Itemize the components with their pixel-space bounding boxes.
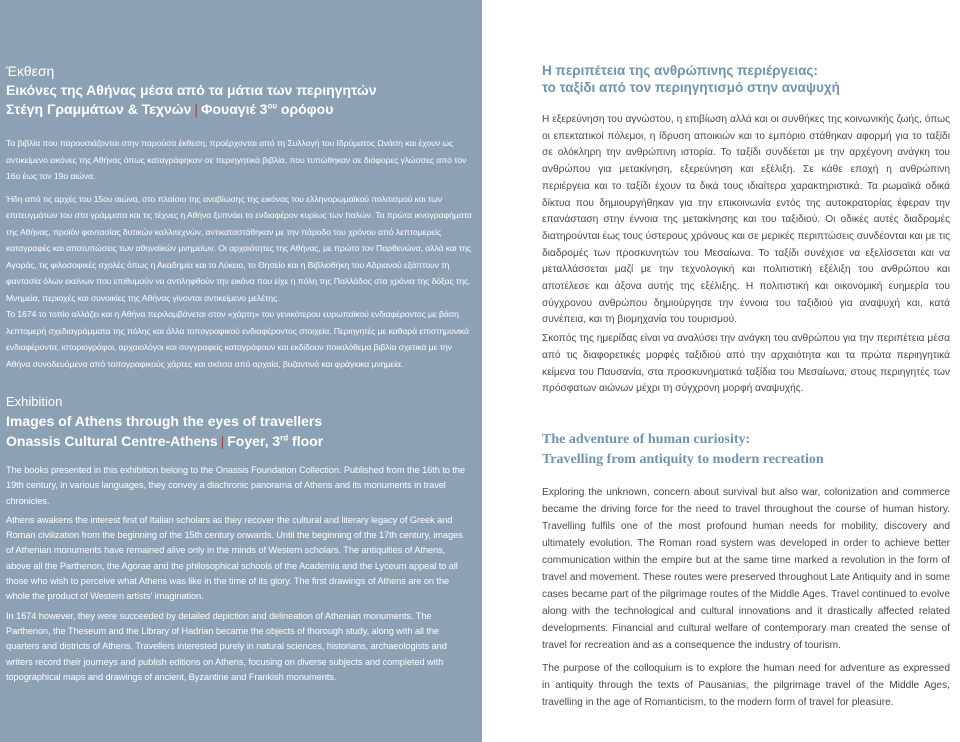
paragraph-en-2: Athens awakens the interest first of Italian scholars as they recover the cultural and literary legacy of Greek and Roman civilization from the beginning of the 15th century onwards. Until the beginning of the 17th century, images of Athenian monuments have remained alive only in the minds of Western scholars. The antiquities of Athens, above all the Parthenon, the Agorae and the philosophical schools of the Academia and the Lyceum appeal to all those who wish to perceive what Athens was like in the time of its glory. The first drawings of Athens are on the whole the product of Western artists’ imagination. (6, 514, 463, 602)
venue-place-en: Onassis Cultural Centre-Athens (6, 433, 218, 449)
right-panel (482, 0, 960, 742)
venue-floor-gr: Φουαγιέ $3^{o\upsilon}$ ορόφου (201, 101, 334, 117)
greek-exhibition-body (6, 135, 472, 372)
venue-separator-en: | (220, 433, 225, 449)
paragraph-gr-2: Ήδη από τις αρχές του 15ου αιώνα, στο πλαίσιο της αναβίωσης της εικόνας του ελληνορωμαϊκού πολιτισμού και των επιτευγμάτων του στα γράμματα και τις τέχνες η Αθήνα ξυπνάει το ενδιαφέρον κυρίως των Ιταλών. Τα πρώτα ικνογραφήματα της Αθήνας, προϊόν φαντασίας δυτικών καλλιτεχνών, αντικαταστάθηκαν με την πάροδο του χρόνου από λεπτομερείς καταγραφές και αποτυπώσεις των αθηναϊκών μνημείων. Οι αρχαιότητες της Αθήνας, με πρώτο τον Παρθενώνα, αλλά και της Αγοράς, τις φιλοσοφικές σχολές όπως η Ακαδημία και το Λύκειο, το Θησείο και η Βιβλιοθήκη του Αδριανού εξάπτουν τη φαντασία όλων εκείνων που επιθυμούν να αντιληφθούν την εικόνα που είχε η πόλη της Παλλάδος στα χρόνια της δόξας της. Μνημεία, περιοχές και συνοικίες της Αθήνας γίνονται αντικείμενο μελέτης. (6, 193, 472, 303)
venue-separator-gr: | (194, 101, 198, 117)
venue-place-gr: Στέγη Γραμμάτων & Τεχνών (6, 101, 192, 117)
colloquium-body-gr (542, 112, 950, 398)
english-exhibition-section (6, 392, 472, 685)
exhibition-venue-gr (6, 100, 472, 119)
heading-gr-line-2: το ταξίδι από τον περιηγητισμό στην αναψυχή (542, 80, 840, 95)
heading-en-line-1: The adventure of human curiosity: (542, 431, 751, 447)
english-exhibition-body (6, 463, 472, 685)
colloquium-paragraph-gr-2: Σκοπός της ημερίδας είναι να αναλύσει την ανάγκη του ανθρώπου για την περιπέτεια μέσα από τις διαφορετικές μορφές ταξιδιού από την αρχαιότητα και τα πρώτα περιηγητικά κείμενα του Παυσανία, στα προσκυνηματικά ταξίδια του Μεσαίωνα, στους περιηγητές των πρόσφατων αιώνων μέχρι τη σύγχρονη μορφή αναψυχής. (542, 333, 950, 395)
paragraph-en-3: In 1674 however, they were succeeded by detailed depiction and delineation of Athenian monuments. The Parthenon, the Theseum and the Library of Hadrian became the objects of thorough study, along with all the quarters and districts of Athens. Travellers interested purely in natural sciences, historians, archaeologists and writers record their journeys and publish editions on Athens, focusing on diverse subjects and completed with topographical maps and drawings of ancient, Byzantine and Frankish monuments. (6, 610, 447, 682)
heading-en-line-2: Travelling from antiquity to modern recreation (542, 451, 824, 467)
greek-exhibition-header (6, 62, 472, 119)
venue-floor-en: Foyer, 3rd floor (227, 433, 324, 449)
heading-gr-line-1: Η περιπέτεια της ανθρώπινης περιέργειας: (542, 63, 818, 78)
exhibition-label-gr: Έκθεση (6, 63, 55, 79)
exhibition-venue-en (6, 431, 472, 451)
paragraph-gr-3: Το 1674 το τοπίο αλλάζει και η Αθήνα περιλαμβάνεται στον «χάρτη» του γενικότερου ευρωπαϊκού ενδιαφέροντος με βάση λεπτομερή σχεδιαγράμματα της πόλης και άλλα τοπογραφικού ενδιαφέροντος στοιχεία. Περιηγητές με καθαρά επιστημονικά ενδιαφέροντα, ιστοριογράφοι, αρχαιολόγοι και συγγραφείς καταγράφουν και εκδίδουν ποικιλόθεμα βιβλία σχετικά με την Αθήνα συνοδευόμενα από τοπογραφικούς χάρτες και σκίτσα από αρχαία, βυζαντινά και φράγκικα μνημεία. (6, 309, 469, 369)
exhibition-title-gr: Εικόνες της Αθήνας μέσα από τα μάτια των περιηγητών (6, 82, 377, 98)
paragraph-gr-1: Τα βιβλία που παρουσιάζονται στην παρούσα έκθεση, προέρχονται από τη Συλλογή του Ιδρύματος Ωνάση και έχουν ως αντικείμενο εικόνες της Αθήνας όπως καταγράφηκαν σε περιηγητικά βιβλία, που τυπώθηκαν σε διάφορες γλώσσες από τον 16ο έως τον 19ο αιώνα. (6, 138, 467, 181)
colloquium-paragraph-gr-1: Η εξερεύνηση του αγνώστου, η επιβίωση αλλά και οι συνθήκες της κοινωνικής ζωής, όπως οι επεκτατικοί πόλεμοι, η ίδρυση αποικιών και το εμπόριο στάθηκαν αφορμή για το ταξίδι σε ολόκληρη την ανθρώπινη ιστορία. Το ταξίδι συνδέεται με την αρχέγονη ανάγκη του ανθρώπου για μετακίνηση, εξερεύνηση και εξέλιξη. Σε κάθε εποχή η ανθρώπινη περιέργεια και το ταξίδι έχουν τα δικά τους ιδιαίτερα χαρακτηριστικά. Τα ρωμαϊκά οδικά δίκτυα που δημιουργήθηκαν για την επικοινωνία εντός της αυτοκρατορίας έφεραν την επανάσταση στην έννοια της μετακίνησης και του ταξιδιού. Οι οδικές αυτές διαδρομές διατηρούνται έως τους ύστερους χρόνους και σε μερικές περιπτώσεις συνδέονται και με τις διαδρομές των προσκυνητών του Μεσαίωνα. Το ταξίδι συνέχισε να εξελίσσεται και να μεταλλάσσεται μαζί με την τεχνολογική και πολιτιστική εξέλιξη του ανθρώπου και αποτέλεσε και άξονα αυτής της εξέλιξης. Η πολιτιστική και οικονομική ευημερία του σύγχρονου ανθρώπου δημιούργησε την έννοια του ταξιδιού για αναψυχή και, κατά συνέπεια, και τη βιομηχανία του τουρισμού. (542, 114, 950, 326)
colloquium-paragraph-en-1: Exploring the unknown, concern about survival but also war, colonization and commerce became the driving force for the need to travel throughout the course of human history. Travelling fulfils one of the most profound human needs for mobility, discovery and ultimately evolution. The Roman road system was developed in order to achieve better communication within the empire but at the same time marked a revolution in the form of travel and movement. These routes were preserved throughout Late Antiquity and in some cases became part of the pilgrimage routes of the Middle Ages. Travel continued to evolve along with the technological and cultural innovations and it drastically affected related developments. Financial and cultural welfare of contemporary man created the sense of travel for recreation and as a consequence the industry of tourism. (542, 486, 950, 651)
colloquium-body-en (542, 484, 950, 711)
colloquium-paragraph-en-2: The purpose of the colloquium is to explore the human need for adventure as expressed in antiquity through the texts of Pausanias, the pilgrimage travel of the Middle Ages, travelling in the age of Romanticism, to the modern form of travel for pleasure. (542, 662, 950, 708)
exhibition-title-en: Images of Athens through the eyes of travellers (6, 413, 323, 429)
paragraph-en-1: The books presented in this exhibition belong to the Onassis Foundation Collection. Published from the 16th to the 19th century, in various languages, they convey a diachronic panorama of Athens and its monuments in travel chronicles. (6, 465, 465, 506)
colloquium-heading-en (542, 430, 950, 470)
colloquium-heading-gr (542, 62, 950, 96)
exhibition-label-en: Exhibition (6, 394, 63, 409)
